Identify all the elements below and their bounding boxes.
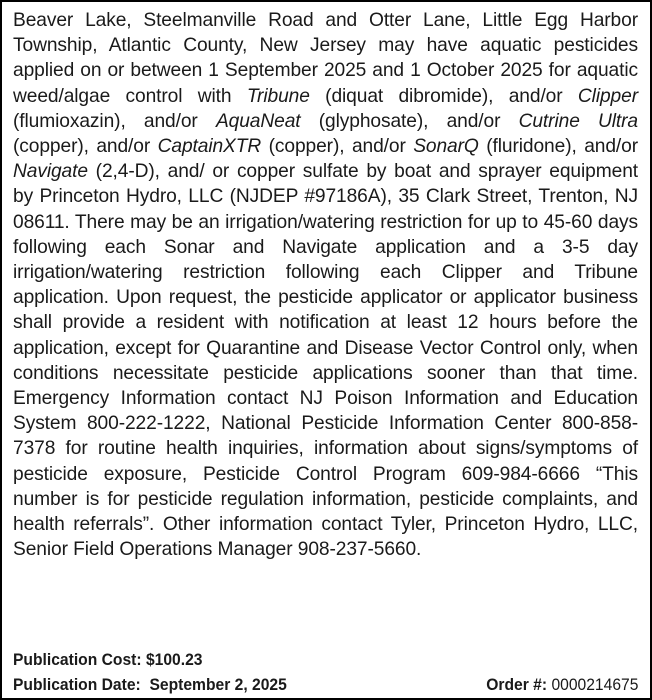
- notice-body-text: [13, 8, 638, 562]
- product-name: Tribune: [246, 85, 310, 107]
- notice-text-segment: (2,4-D), and/ or copper sulfate by boat and sprayer equipment by Princeton Hydro, LLC (NJDEP #97186A), 35 Clark Street, Trenton, NJ 08611. There may be an irrigation/watering restriction for up to 45-60 days following each Sonar and Navigate application and a 3-5 day irrigation/watering restriction following each Clipper and Tribune application. Upon request, the pesticide applicator or applicator business shall provide a resident with notification at least 12 hours before the application, except for Quarantine and Disease Vector Control only, when conditions necessitate pesticide applications sooner than that time. Emergency Information contact NJ Poison Information and Education System 800-222-1222, National Pesticide Information Center 800-858-7378 for routine health inquiries, information about signs/symptoms of pesticide exposure, Pesticide Control Program 609-984-6666 “This number is for pesticide regulation information, pesticide complaints, and health referrals”. Other information contact Tyler, Princeton Hydro, LLC, Senior Field Operations Manager 908-237-5660.: [13, 161, 638, 561]
- publication-cost: [13, 647, 202, 672]
- product-name: CaptainXTR: [157, 136, 262, 158]
- notice-text-segment: Beaver Lake, Steelmanville Road and Otter Lane, Little Egg Harbor Township, Atlantic County, New Jersey may have aquatic pesticides applied on or between 1 September 2025 and 1 October 2025 for aquatic weed/algae control with: [13, 10, 638, 107]
- notice-text-segment: (glyphosate), and/or: [300, 110, 519, 132]
- notice-text-segment: (copper), and/or: [261, 136, 414, 158]
- publication-footer: [13, 647, 638, 697]
- order-number-label: Order #:: [485, 675, 547, 694]
- order-number-value: 0000214675: [551, 675, 638, 694]
- product-name: Cutrine Ultra: [518, 110, 638, 132]
- product-name: SonarQ: [413, 136, 479, 158]
- publication-cost-row: [13, 647, 638, 672]
- publication-date: [13, 672, 287, 697]
- order-number: [486, 672, 638, 697]
- publication-date-label: Publication Date:: [13, 675, 141, 694]
- notice-text-segment: (flumioxazin), and/or: [13, 110, 216, 132]
- notice-text-segment: (diquat dibromide), and/or: [309, 85, 578, 107]
- publication-date-row: [13, 672, 638, 697]
- publication-cost-value: $100.23: [145, 650, 203, 669]
- publication-cost-label: Publication Cost:: [13, 650, 142, 669]
- product-name: Clipper: [577, 85, 638, 107]
- publication-date-value: September 2, 2025: [149, 675, 287, 694]
- product-name: AquaNeat: [215, 110, 301, 132]
- product-name: Navigate: [13, 161, 88, 183]
- notice-text-segment: (fluridone), and/or: [478, 136, 638, 158]
- notice-text-segment: (copper), and/or: [13, 136, 158, 158]
